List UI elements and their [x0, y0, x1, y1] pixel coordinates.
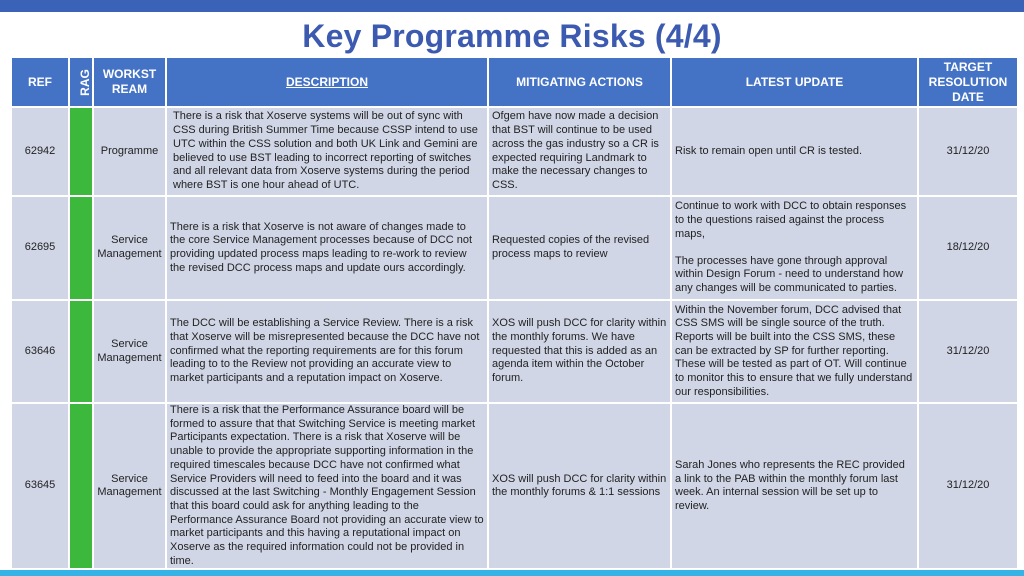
ref-cell: 62695	[12, 197, 68, 299]
table-row	[12, 404, 1017, 568]
header-row	[12, 58, 1017, 106]
target-date-cell: 31/12/20	[919, 301, 1017, 402]
rag-status-green	[70, 404, 92, 568]
latest-update-cell	[672, 301, 917, 402]
latest-update-text: Risk to remain open until CR is tested.	[675, 144, 863, 157]
description-cell: There is a risk that Xoserve systems will be out of sync with CSS during British Summer Time because CSSP intend to use UTC within the CSS solution and both UK Link and Gemini are believed to use BST leading to incorrect reporting of switches and all relevant data from Xoserve systems during the period where BST is one hour ahead of UTC.	[167, 108, 487, 195]
workstream-cell: Service Management	[94, 404, 165, 568]
risks-table	[10, 56, 1019, 570]
table-row	[12, 301, 1017, 402]
mitigating-cell: XOS will push DCC for clarity within the monthly forums. We have requested that this is added as an agenda item within the October forum.	[489, 301, 670, 402]
header-description: DESCRIPTION	[167, 58, 487, 106]
workstream-cell: Service Management	[94, 301, 165, 402]
bottom-accent-bar	[0, 570, 1024, 576]
latest-update-text-2: The processes have gone through approval within Design Forum - need to understand how any changes will be communicated to parties.	[675, 254, 904, 294]
rag-status-green	[70, 108, 92, 195]
latest-update-text: Continue to work with DCC to obtain responses to the questions raised against the process maps,	[675, 200, 907, 240]
workstream-cell: Programme	[94, 108, 165, 195]
top-accent-bar	[0, 0, 1024, 12]
latest-update-cell	[672, 197, 917, 299]
latest-update-cell	[672, 108, 917, 195]
ref-cell: 62942	[12, 108, 68, 195]
target-date-cell: 31/12/20	[919, 108, 1017, 195]
header-rag: RAG	[70, 58, 92, 106]
description-cell: The DCC will be establishing a Service Review. There is a risk that Xoserve will be misrepresented because the DCC have not confirmed what the reporting requirements are for this forum leading to to the Review not providing an accurate view to market participants and a reputation impact on Xoserve.	[167, 301, 487, 402]
rag-status-green	[70, 197, 92, 299]
latest-update-cell	[672, 404, 917, 568]
description-cell: There is a risk that the Performance Assurance board will be formed to assure that that Switching Service is meeting market Participants expectation. There is a risk that Xoserve will be unable to provide the appropriate supporting information in the required timescales because DCC have not confirmed what Service Providers will need to feed into the board and it was discussed at the last Switching - Monthly Engagement Session that this board could ask for anything leading to the Performance Assurance Board not providing an accurate view to market participants and this having a reputational impact on Xoserve as the required information could not be provided in time.	[167, 404, 487, 568]
header-latest-update: LATEST UPDATE	[672, 58, 917, 106]
description-cell: There is a risk that Xoserve is not aware of changes made to the core Service Management processes because of DCC not providing updated process maps leading to re-work to review the revised DCC process maps and update ours accordingly.	[167, 197, 487, 299]
latest-update-text: Within the November forum, DCC advised that CSS SMS will be single source of the truth. Reports will be built into the CSS SMS, these can be extracted by SP for further reporting. These will be tested as part of OT. Will continue to monitor this to ensure that we fully understand our responsibilities.	[675, 303, 913, 398]
header-ref: REF	[12, 58, 68, 106]
mitigating-cell: Requested copies of the revised process maps to review	[489, 197, 670, 299]
latest-update-text: Sarah Jones who represents the REC provided a link to the PAB within the monthly forum last week. An internal session will be set up to review.	[675, 458, 905, 512]
mitigating-cell: XOS will push DCC for clarity within the monthly forums & 1:1 sessions	[489, 404, 670, 568]
table-row	[12, 108, 1017, 195]
header-workstream: WORKST REAM	[94, 58, 165, 106]
ref-cell: 63646	[12, 301, 68, 402]
target-date-cell: 31/12/20	[919, 404, 1017, 568]
header-target-date: TARGET RESOLUTION DATE	[919, 58, 1017, 106]
target-date-cell: 18/12/20	[919, 197, 1017, 299]
rag-status-green	[70, 301, 92, 402]
workstream-cell: Service Management	[94, 197, 165, 299]
table-row	[12, 197, 1017, 299]
header-mitigating-actions: MITIGATING ACTIONS	[489, 58, 670, 106]
page-title: Key Programme Risks (4/4)	[302, 18, 722, 54]
mitigating-cell: Ofgem have now made a decision that BST will continue to be used across the gas industry so a CR is expected requiring Landmark to make the necessary changes to CSS.	[489, 108, 670, 195]
ref-cell: 63645	[12, 404, 68, 568]
